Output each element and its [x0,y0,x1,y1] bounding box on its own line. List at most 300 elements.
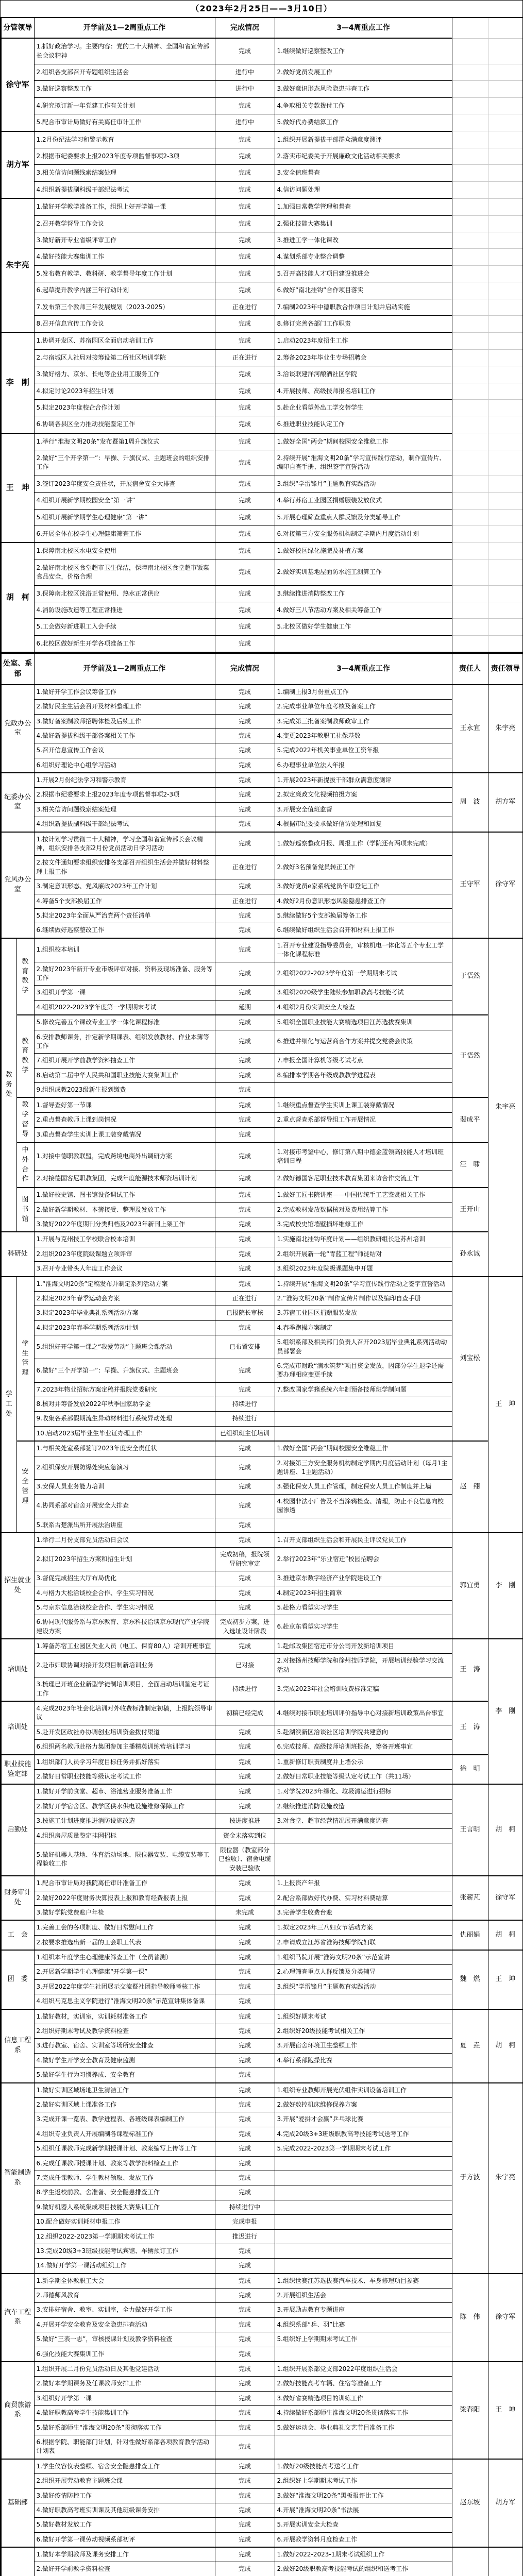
task-late-cell: 6.完成市财政“滴水筑梦”项目资金发放，因部分学生退学还需要办理相应变更手续 [275,1359,452,1382]
task-early-cell: 1.做好本学期教师及课务安排工作 [34,2547,215,2562]
task-late-cell: 3.开展宿舍环境卫生整顿工作 [275,2039,452,2053]
task-early-cell: 4.做好技能大赛集训工作 [34,249,215,265]
task-early-cell: 4.组织开展新学期校园安全“第一讲” [34,493,215,509]
status-cell: 完成 [215,1217,275,1232]
status-cell: 完成 [215,986,275,1000]
status-cell: 完成 [215,399,275,416]
task-late-cell [275,1083,452,1098]
empty-cell [452,366,488,383]
task-late-cell: 4.开展技师、高级技师报名培训工作 [275,383,452,399]
status-cell: 正在进行 [215,894,275,908]
dept-cell: 团 委 [1,1950,34,2009]
task-late-cell: 3.苏宿工业园区捐赠服装发放 [275,1306,452,1320]
lead-cell: 胡 柯 [488,1920,523,1950]
task-early-cell: 2.组织保安开展防爆处突应急演习 [34,1456,215,1480]
task-row [1,1518,523,1533]
task-early-cell: 4.组织专业负责人开展编制各课程标准工作 [34,2127,215,2141]
status-cell: 完成 [215,2435,275,2459]
status-cell: 完成 [215,2347,275,2362]
task-early-cell: 1.举行“淮海文明20条”发布暨第1周升旗仪式 [34,433,215,450]
empty-cell [452,585,488,602]
task-row [1,1320,523,1335]
task-late-cell: 5.组织全国职业技能大赛精选项目江苏选拔赛集训 [275,1015,452,1030]
status-cell: 完成 [215,2562,275,2576]
task-row [1,832,523,856]
task-late-cell: 1.做好全国“两会”期间校园安全维稳工作 [275,433,452,450]
task-row [1,282,523,299]
task-row [1,635,523,652]
task-late-cell: 2.筹备2023年毕业生专场招聘会 [275,349,452,366]
task-late-cell [275,2229,452,2244]
task-late-cell: 1.继续重点督查学生实训上课工装穿戴情况 [275,1097,452,1112]
task-row [1,1480,523,1494]
status-cell: 完成 [215,2112,275,2127]
status-cell: 完成 [215,97,275,114]
task-row [1,1359,523,1382]
sub-dept-cell: 教育教学 [16,938,34,1015]
person-cell: 梁春阳 [452,2362,488,2459]
empty-cell [488,332,523,349]
task-early-cell: 4.组织房屋质量鉴定挂网招标 [34,1828,215,1843]
status-cell: 完成 [215,1232,275,1247]
empty-cell [488,399,523,416]
task-late-cell [275,1128,452,1143]
task-early-cell: 4.筹备5个支部换届工作 [34,894,215,908]
empty-cell [488,619,523,635]
task-row [1,2259,523,2274]
empty-cell [488,299,523,315]
lead-cell: 李 刚 [488,1639,523,1784]
task-row [1,1097,523,1112]
task-late-cell: 6.开展教学资料月度检查工作 [275,2532,452,2547]
task-row [1,97,523,114]
status-cell: 持续进行中 [215,2200,275,2214]
task-early-cell: 1.完善工会的各项制度、做好日常慰问工作 [34,1920,215,1935]
person-cell: 张薪芃 [452,1876,488,1920]
status-cell: 完成 [215,1128,275,1143]
task-late-cell: 4.持续做好系部师生淮海文明20条贯彻落实工作 [275,2406,452,2420]
task-late-cell: 5.开展实训安全大检查 [275,2518,452,2532]
task-early-cell: 3.组织开学第一课 [34,986,215,1000]
status-cell: 完成 [215,602,275,618]
task-early-cell: 2.召开教学督导工作会议 [34,215,215,232]
empty-cell [452,299,488,315]
dept-cell: 招生就业处 [1,1533,34,1639]
status-cell: 完成 [215,509,275,526]
task-row [1,788,523,802]
empty-cell [488,635,523,652]
lead-cell: 胡 柯 [488,1784,523,1876]
task-row [1,198,523,215]
status-cell: 完成 [215,1784,275,1799]
task-late-cell: 7.编制2023年中德职教合作项目计划并启动实施 [275,299,452,315]
task-row [1,265,523,282]
task-row [1,433,523,450]
dept-cell: 纪委办公室 [1,773,34,832]
task-row [1,1083,523,1098]
status-cell: 完成 [215,2097,275,2112]
task-late-cell: 2.对接第三方安全服务机构制定学期内月度活动计划（每月1主题讲座、1主题活动） [275,1456,452,1480]
task-early-cell: 1.做好校史馆、图书馆设备调试工作 [34,1188,215,1202]
task-row [1,938,523,962]
task-early-cell: 5.做好系部师生“淮海文明20条”贯彻落实工作 [34,2420,215,2435]
task-early-cell: 5.召开信息宣传工作会议 [34,743,215,758]
task-early-cell: 3.签订2023年度安全责任状，开展宿舍安全大排查 [34,476,215,492]
task-late-cell: 8.修订完善各部门工作职责 [275,315,452,332]
task-early-cell: 1.组织部门人员学习年度目标任务并抓好落实 [34,1755,215,1770]
status-cell: 完成 [215,433,275,450]
task-row [1,585,523,602]
task-early-cell: 5.做好“三表一志”，审核授课计划及教学资料检查 [34,2332,215,2347]
status-cell: 完成 [215,1770,275,1785]
lead-cell: 胡 柯 [488,2009,523,2083]
task-row [1,2459,523,2474]
status-cell: 完成 [215,1920,275,1935]
dept-cell: 财务审计处 [1,1876,34,1920]
lead-cell: 徐守军 [488,1876,523,1920]
dept-cell: 学工处 [1,1277,16,1533]
task-late-cell: 1.做好全国“两会”期间校园安全维稳工作 [275,1441,452,1456]
empty-cell [452,509,488,526]
status-cell: 完成 [215,232,275,248]
empty-cell [488,114,523,131]
task-late-cell: 2.心理筛查重点人群反馈及分类辅导 [275,1965,452,1979]
dept-cell: 科研处 [1,1232,34,1276]
task-row [1,1920,523,1935]
task-row [1,802,523,817]
status-cell: 完成 [215,1113,275,1128]
task-late-cell: 3.洽谈联建洋河酿酒社区学院 [275,366,452,383]
status-cell: 完成 [215,2127,275,2141]
task-late-cell [275,1843,452,1876]
task-late-cell [275,2171,452,2185]
task-early-cell: 6.完成任课教师授课计划、教案等教学资料检查工作 [34,2156,215,2171]
task-row [1,2474,523,2488]
status-cell: 完成 [215,908,275,923]
task-early-cell: 1.开展与克州技工学校联合校本培训 [34,1232,215,1247]
status-cell: 完成 [215,1571,275,1586]
task-late-cell [275,1426,452,1441]
status-cell: 完成 [215,1320,275,1335]
task-row [1,1426,523,1441]
dept-cell: 汽车工程系 [1,2274,34,2362]
task-row [1,1015,523,1030]
status-cell: 完成 [215,2474,275,2488]
task-row [1,1905,523,1920]
task-row [1,1979,523,1994]
task-row [1,38,523,64]
task-row [1,743,523,758]
header-leader: 分管领导 [1,18,34,38]
task-late-cell: 4.信访问题处理 [275,181,452,198]
task-row [1,315,523,332]
task-early-cell: 2.对接德国客尼职教集团，完成年度能源技术师资培训计划 [34,1171,215,1188]
status-cell: 完成 [215,758,275,773]
status-cell: 完成 [215,2377,275,2391]
task-row [1,1799,523,1814]
status-cell: 完成 [215,1994,275,2009]
task-row [1,1828,523,1843]
task-row [1,543,523,560]
task-early-cell: 1.做好实训区域场地卫生清洁工作 [34,2083,215,2098]
task-row [1,2420,523,2435]
status-cell: 完成 [215,1639,275,1654]
task-row [1,1217,523,1232]
leader-name-cell: 王 坤 [1,433,34,543]
empty-cell [452,383,488,399]
task-early-cell: 3.做好备案制教师招聘体检及后续工作 [34,714,215,728]
task-row [1,685,523,700]
task-row [1,181,523,198]
status-cell: 完成 [215,148,275,165]
status-cell: 完成 [215,2547,275,2562]
task-early-cell: 1.开展2月份纪法学习和警示教育 [34,773,215,788]
task-late-cell: 3.完成校史馆墙壁损坏维修工作 [275,1217,452,1232]
person-cell: 裴成平 [452,1097,488,1142]
task-late-cell: 1.组织开展新提拔干部群众满意度测评 [275,131,452,148]
task-row [1,366,523,383]
task-late-cell: 2.举行2023年“乐业宿迁”校园招聘会 [275,1548,452,1571]
sub-dept-cell: 教学督导 [16,1097,34,1142]
task-early-cell: 6.安排教师课务，排定新学期课表、组织发放教材、作业本簿等工作 [34,1030,215,1054]
task-early-cell: 2.做好民主生活会召开及材料整理工作 [34,700,215,714]
task-late-cell: 2.配合系部做好代办费、实习材料费结算 [275,1891,452,1905]
task-late-cell: 3.做好省赛精选项目的训练工作 [275,2391,452,2405]
task-row [1,2142,523,2156]
task-late-cell: 2.“淮海文明20条”制作宣传片制作以及编印自查手册 [275,1291,452,1306]
task-row [1,1891,523,1905]
status-cell: 完成 [215,728,275,743]
task-early-cell: 6.强化技能大赛集训工作 [34,2347,215,2362]
status-cell: 完成 [215,416,275,433]
task-late-cell: 5.赴企业看望外出工学交替学生 [275,399,452,416]
lead-cell: 王 坤 [488,1277,523,1533]
person-cell: 于悟然 [452,1015,488,1097]
task-late-cell: 3.完成第三批备案制教师政审工作 [275,714,452,728]
status-cell: 完成 [215,1456,275,1480]
empty-cell [488,97,523,114]
lead-cell: 王 坤 [488,1950,523,2009]
task-row [1,1994,523,2009]
empty-cell [452,543,488,560]
status-cell: 完成 [215,1188,275,1202]
status-cell: 完成 [215,2024,275,2039]
task-late-cell [275,2259,452,2274]
empty-cell [488,349,523,366]
task-late-cell: 5.做好运动会、毕业典礼文艺节目准备工作 [275,2420,452,2435]
task-early-cell: 4.做好职教高考班实训课及其他班级课务安排 [34,2503,215,2517]
person-cell: 周 波 [452,773,488,832]
status-cell: 完成 [215,879,275,894]
task-early-cell: 2.做好新学期教材、本簿接受、整理及发放工作 [34,1202,215,1217]
status-cell: 完成 [215,1083,275,1098]
task-late-cell: 8.编排本学期各年级成教教学进程表 [275,1068,452,1082]
empty-cell [452,165,488,181]
task-early-cell: 6.开展全体在校学生心理健康筛查工作 [34,526,215,543]
page-title: （2023年2月25日——3月10日） [191,4,332,13]
task-early-cell: 3.开展2022年度学生社团展示交流暨社团指导教师考核工作 [34,1979,215,1994]
status-cell: 资金未落实到位 [215,1828,275,1843]
task-row [1,2274,523,2289]
empty-cell [452,114,488,131]
task-row [1,1143,523,1171]
empty-cell [488,131,523,148]
status-cell: 完成 [215,165,275,181]
task-early-cell: 5.做好学生行为习惯养成、安全教育 [34,2068,215,2083]
task-late-cell: 3.做好“淮海文明20条”黑板报评比工作 [275,2488,452,2503]
status-cell: 完成 [215,1600,275,1615]
task-late-cell [275,635,452,652]
task-late-cell [275,1994,452,2009]
task-row [1,148,523,165]
dept-cell: 培训处 [1,1701,34,1755]
task-early-cell: 3.梳理已开班企业新型学徒制培训项目，全面启动培训鉴定考证工作 [34,1677,215,1701]
status-cell: 完成 [215,2362,275,2377]
task-late-cell: 4.春季跑操方案制定 [275,1320,452,1335]
task-row [1,1291,523,1306]
task-row [1,232,523,248]
status-cell: 延期 [215,1000,275,1015]
task-late-cell: 5.召开高技能人才项目建设推进会 [275,265,452,282]
person-cell: 魏 燃 [452,1950,488,2009]
task-early-cell: 3.做好2022年度期刊分类归档及2023年新刊上架工作 [34,1217,215,1232]
task-early-cell: 6.起草提升教学内涵三年行动计划 [34,282,215,299]
task-row [1,2024,523,2039]
task-row [1,299,523,315]
status-cell: 限位器（教室部分已验收）、宿舍电缆安装已验收 [215,1843,275,1876]
task-early-cell: 2.拟订2023年招生方案和招生计划 [34,1548,215,1571]
empty-cell [488,181,523,198]
status-cell: 完成 [215,2259,275,2274]
task-late-cell: 1.实施南北挂钩年度计划——组织教研组长赴苏州培训 [275,1232,452,1247]
task-early-cell: 6.根据学院、职能部门计划，针对性做好系部各项教育教学活动计划表 [34,2435,215,2459]
task-early-cell: 3.重点督查学生实训上课工装穿戴情况 [34,1128,215,1143]
status-cell: 完成 [215,817,275,832]
task-row [1,2503,523,2517]
task-row [1,2377,523,2391]
task-early-cell: 4.组织新提拔副科级干部纪法考试 [34,817,215,832]
lead-cell: 朱宇亮 [488,685,523,773]
status-cell: 完成 [215,1480,275,1494]
task-row [1,2083,523,2098]
task-late-cell: 1.做好2022-2023-1期末考试组织工作 [275,2547,452,2562]
task-late-cell [275,2068,452,2083]
status-cell: 完成 [215,938,275,962]
task-early-cell: 3.进行教室、宿舍、实训室等场所安全排查 [34,2039,215,2053]
status-cell: 完成 [215,198,275,215]
task-row [1,986,523,1000]
task-late-cell: 2.完成教材发放数据核对及费用结算工作 [275,1202,452,1217]
task-late-cell: 2.拟定廉政文化视频拍摄方案 [275,788,452,802]
task-late-cell: 4.举行系部跑操比赛 [275,2053,452,2067]
empty-cell [452,265,488,282]
task-early-cell: 4.组织新提拔副科级干部纪法考试 [34,181,215,198]
task-late-cell: 4.争取相关专款拨付工作 [275,97,452,114]
task-late-cell: 2.做好数控机床维修保养方案 [275,2097,452,2112]
empty-cell [452,619,488,635]
task-late-cell: 1.启动2023年度招生工作 [275,332,452,349]
task-late-cell: 1.编制上报3月份重点工作 [275,685,452,700]
header-person: 责任人 [452,653,488,685]
status-cell: 完成 [215,923,275,938]
leader-name-cell: 胡 柯 [1,543,34,652]
task-late-cell: 5.组织好上学期期末考试工作 [275,2332,452,2347]
task-early-cell: 3.组织好开学第一课 [34,2391,215,2405]
task-late-cell: 2.组织开展新一轮“青蓝工程”师徒结对 [275,1247,452,1261]
status-cell: 完成 [215,2391,275,2405]
task-early-cell: 4.做好新提拔科级干部备案相关工作 [34,728,215,743]
status-cell: 完成 [215,1935,275,1950]
header-lead: 责任领导 [488,653,523,685]
task-early-cell: 1.组织校本培训 [34,938,215,962]
leader-name-cell: 徐守军 [1,38,34,131]
person-cell: 王守军 [452,832,488,938]
task-row [1,131,523,148]
empty-cell [488,81,523,97]
status-cell: 已报院长审核 [215,1306,275,1320]
empty-cell [452,232,488,248]
status-cell: 初稿已经完成 [215,1701,275,1725]
task-early-cell: 4.做好职教高考学生技能集训工作 [34,2406,215,2420]
sub-dept-cell: 教育教学 [16,1015,34,1097]
status-cell: 完成 [215,1950,275,1965]
empty-cell [488,476,523,492]
task-row [1,1054,523,1068]
task-early-cell: 4.完成2023年社会化培训对外收费标准制定初稿，上报院领导审议 [34,1701,215,1725]
status-cell: 完成 [215,2420,275,2435]
task-late-cell: 6.做好“南北挂钩”合作项目落实 [275,282,452,299]
task-early-cell: 1.“淮海文明20条”定稿发布并制定系列活动方案 [34,1277,215,1292]
task-row [1,1397,523,1412]
lead-cell: 李 刚 [488,1533,523,1639]
task-early-cell: 2.做好本学期课务及任课教师安排工作 [34,2377,215,2391]
empty-cell [488,64,523,81]
task-late-cell: 2.继续推进消防设施改造 [275,1799,452,1814]
task-row [1,1876,523,1891]
empty-cell [452,315,488,332]
status-cell: 完成 [215,585,275,602]
task-row [1,560,523,585]
status-cell: 完成 [215,1533,275,1548]
task-early-cell: 4.协同系部对宿舍开展安全大排查 [34,1494,215,1518]
task-early-cell: 2.根据市纪委要求上报2023年度专项监督事项2-3项 [34,148,215,165]
empty-cell [488,433,523,450]
task-late-cell: 2.组织好上学期期末考试工作 [275,2474,452,2488]
task-early-cell: 5.配合市审计局做好有关离任审计工作 [34,114,215,131]
person-cell: 于悟然 [452,938,488,1015]
status-cell: 完成 [215,282,275,299]
status-cell: 完成 [215,1171,275,1188]
status-cell: 完成 [215,493,275,509]
task-early-cell: 4.拟定2023年春季学期系列活动计划 [34,1320,215,1335]
task-early-cell: 1.2月份纪法学习和警示教育 [34,131,215,148]
empty-cell [488,493,523,509]
task-early-cell: 5.与京东信息洽谈校企合作、学生实习情况 [34,1600,215,1615]
dept-cell: 信息工程系 [1,2009,34,2083]
status-cell: 完成 [215,773,275,788]
task-row [1,773,523,788]
empty-cell [488,585,523,602]
task-early-cell: 1.抓好政治学习。主要内容：党的二十大精神、全国和省宣传部长会议精神 [34,38,215,64]
task-late-cell: 3.组织2023年度院级课题集中开题 [275,1262,452,1277]
task-early-cell: 3.安保人员业务能力培训 [34,1480,215,1494]
empty-cell [488,509,523,526]
status-cell: 完成 [215,1054,275,1068]
task-row [1,1202,523,1217]
task-row [1,399,523,416]
task-late-cell [275,2156,452,2171]
task-late-cell: 1.做好巡察整改月报、周报工作（学院还有两项未完成） [275,832,452,856]
